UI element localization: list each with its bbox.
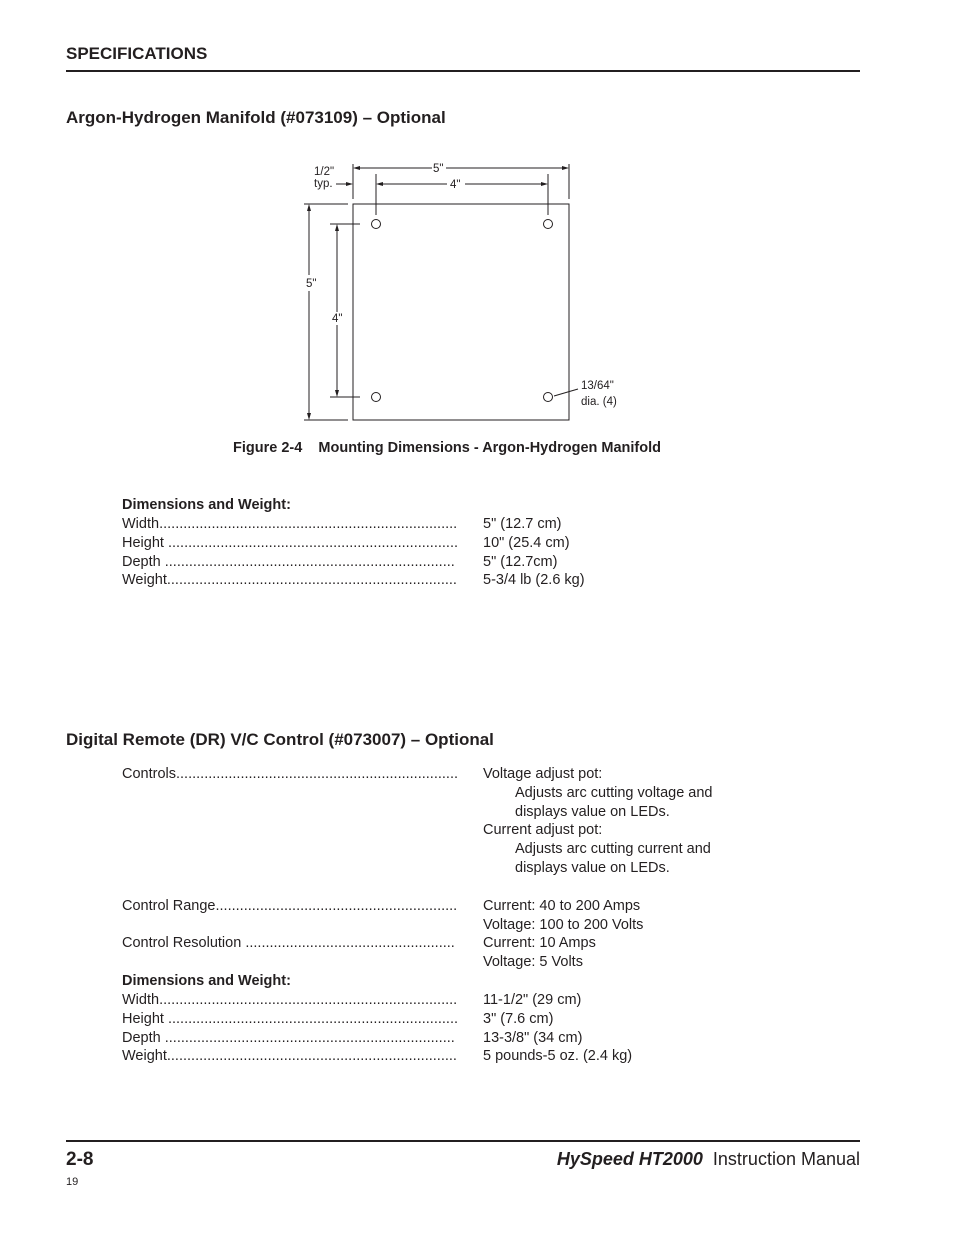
mounting-hole-bottom-left — [372, 393, 381, 402]
manifold-depth-row — [122, 553, 585, 572]
dot-leader: ........................................................................ — [164, 553, 455, 570]
manifold-weight-row — [122, 571, 585, 590]
mounting-hole-bottom-right — [544, 393, 553, 402]
spec-value: 13-3/8" (34 cm) — [483, 1029, 583, 1046]
remote-weight-row — [122, 1047, 712, 1066]
controls-row — [122, 765, 712, 784]
spec-label: Control Resolution — [122, 935, 246, 952]
remote-height-row — [122, 1010, 712, 1029]
spec-value: Voltage adjust pot: — [483, 766, 603, 782]
manifold-dimensions — [122, 496, 585, 590]
manifold-section-title: Argon-Hydrogen Manifold (#073109) – Optional — [66, 108, 446, 127]
spec-value: 5 pounds-5 oz. (2.4 kg) — [483, 1048, 633, 1065]
dot-leader: ........................................................................ — [167, 1010, 459, 1027]
current-pot-desc-2: displays value on LEDs. — [515, 859, 670, 876]
dot-leader: ........................................................................ — [166, 572, 457, 589]
header-rule — [66, 70, 860, 72]
remote-specs — [122, 765, 712, 1066]
brand-name: HySpeed HT2000 — [556, 1149, 703, 1169]
mounting-hole-top-left — [372, 220, 381, 229]
spec-label: Depth — [122, 1029, 165, 1046]
dot-leader: ............................................................ — [215, 897, 458, 914]
spec-value: Current: 40 to 200 Amps — [483, 897, 641, 914]
dot-leader: ........................................................................ — [164, 1029, 455, 1046]
hole-count-label: dia. (4) — [581, 396, 617, 408]
dot-leader: .......................................................................... — [159, 516, 458, 532]
control-range-voltage: Voltage: 100 to 200 Volts — [483, 916, 644, 933]
remote-section-title: Digital Remote (DR) V/C Control (#073007) – Optional — [66, 730, 494, 749]
dot-leader: ...................................................................... — [176, 766, 458, 782]
spec-value: Current: 10 Amps — [483, 935, 596, 952]
dim-width-outer-label: 5" — [433, 163, 444, 175]
spec-label: Width — [122, 516, 160, 532]
mounting-hole-top-right — [544, 220, 553, 229]
current-pot-desc-1: Adjusts arc cutting current and — [515, 841, 711, 858]
voltage-pot-desc-1: Adjusts arc cutting voltage and — [515, 784, 713, 801]
figure-caption: Figure 2-4 Mounting Dimensions - Argon-Hydrogen Manifold — [233, 440, 662, 456]
spec-label: Height — [122, 534, 168, 551]
spec-value: 3" (7.6 cm) — [483, 1010, 554, 1027]
sheet-number: 19 — [66, 1176, 79, 1188]
footer-rule — [66, 1140, 860, 1142]
manifold-height-row — [122, 534, 585, 553]
dot-leader: .................................................... — [245, 935, 455, 952]
control-resolution-row — [122, 934, 712, 953]
spec-label: Weight — [122, 1048, 167, 1065]
dot-leader: ........................................................................ — [166, 1048, 457, 1065]
remote-depth-row — [122, 1029, 712, 1048]
dim-width-inner-label: 4" — [450, 179, 461, 191]
control-resolution-voltage: Voltage: 5 Volts — [483, 954, 583, 971]
manifold-mounting-diagram — [300, 155, 640, 427]
spec-label: Control Range — [122, 897, 216, 914]
spec-value: 5" (12.7cm) — [483, 553, 558, 570]
manifold-width-row — [122, 515, 585, 534]
dot-leader: ........................................................................ — [167, 534, 459, 551]
dim-typ-label: typ. — [314, 178, 333, 190]
remote-dimensions-heading: Dimensions and Weight: — [122, 972, 291, 989]
dim-height-outer-label: 5" — [306, 278, 317, 290]
voltage-pot-desc-2: displays value on LEDs. — [515, 803, 670, 820]
footer-manual-title — [557, 1149, 860, 1170]
current-pot-label: Current adjust pot: — [483, 822, 603, 839]
spec-value: 11-1/2" (29 cm) — [483, 991, 582, 1008]
spec-label: Weight — [122, 572, 167, 589]
dim-height-inner-label: 4" — [332, 313, 343, 325]
manual-label: Instruction Manual — [712, 1149, 860, 1169]
page-number: 2-8 — [66, 1149, 94, 1170]
dot-leader: .......................................................................... — [159, 991, 458, 1008]
hole-size-label: 13/64" — [581, 380, 614, 392]
spec-label: Controls — [122, 766, 176, 782]
manifold-dimensions-heading: Dimensions and Weight: — [122, 497, 291, 513]
spec-value: 5-3/4 lb (2.6 kg) — [483, 572, 585, 589]
manifold-plate-outline — [353, 204, 569, 420]
spec-value: 10" (25.4 cm) — [483, 534, 570, 551]
remote-width-row — [122, 991, 712, 1010]
spec-label: Depth — [122, 553, 165, 570]
spec-label: Height — [122, 1010, 168, 1027]
spec-label: Width — [122, 991, 160, 1008]
control-range-row — [122, 897, 712, 916]
dim-half-inch-label: 1/2" — [314, 166, 335, 178]
spec-value: 5" (12.7 cm) — [483, 516, 562, 532]
section-header: SPECIFICATIONS — [66, 44, 208, 63]
